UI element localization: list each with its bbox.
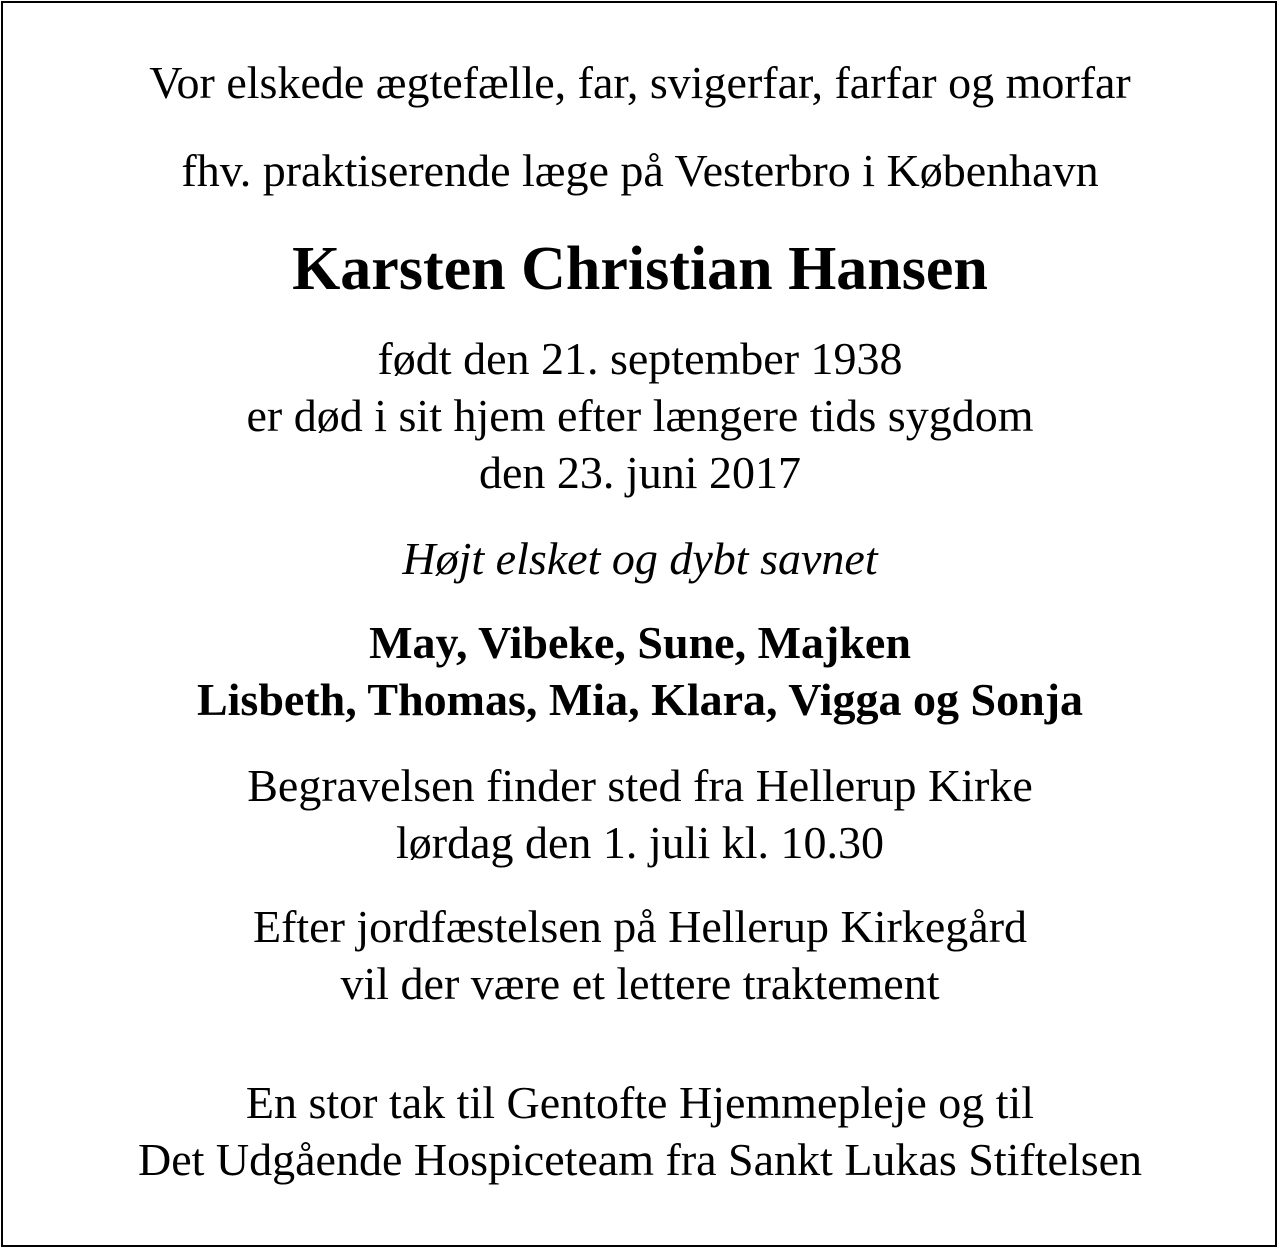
death-text: er død i sit hjem efter længere tids sygdom [246,390,1034,441]
family-names-line-1: May, Vibeke, Sune, Majken [369,617,911,668]
death-date-text: den 23. juni 2017 [479,447,801,498]
occupation-text: fhv. praktiserende læge på Vesterbro i København [181,145,1099,196]
family-names-line-2: Lisbeth, Thomas, Mia, Klara, Vigga og Sonja [196,674,1084,725]
thanks-line-2: Det Udgående Hospiceteam fra Sankt Lukas Stiftelsen [137,1134,1143,1185]
reception-text: vil der være et lettere traktement [340,958,940,1009]
reception-location-text: Efter jordfæstelsen på Hellerup Kirkegård [252,901,1028,952]
birth-date-text: født den 21. september 1938 [377,333,903,384]
intro-text: Vor elskede ægtefælle, far, svigerfar, farfar og morfar [149,57,1131,108]
deceased-name: Karsten Christian Hansen [292,235,988,303]
funeral-time-text: lørdag den 1. juli kl. 10.30 [395,817,885,868]
thanks-line-1: En stor tak til Gentofte Hjemmepleje og til [245,1077,1035,1128]
tagline-text: Højt elsket og dybt savnet [402,533,878,584]
funeral-location-text: Begravelsen finder sted fra Hellerup Kirke [247,760,1033,811]
